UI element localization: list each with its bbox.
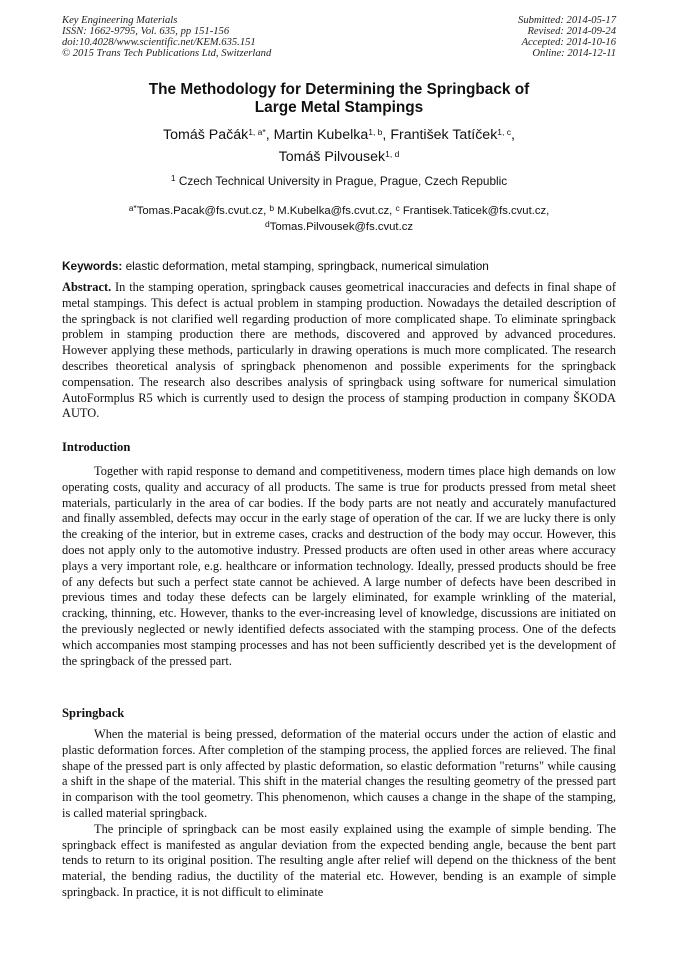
email-address: Tomas.Pilvousek@fs.cvut.cz (269, 221, 414, 233)
copyright-line: © 2015 Trans Tech Publications Ltd, Switzerland (62, 48, 272, 59)
keywords (62, 259, 616, 274)
affiliation (62, 174, 616, 189)
affiliation-sup: 1 (170, 173, 176, 183)
email-sup: a* (128, 203, 137, 213)
author-sup: 1, d (385, 149, 400, 159)
email-address: Tomas.Pacak@fs.cvut.cz (136, 205, 264, 217)
submitted-date: Submitted: 2014-05-17 (518, 15, 616, 26)
paragraph: Together with rapid response to demand and competitiveness, modern times place high demands on low operating costs, quality and accuracy of all products. The same is true for products pressed from metal sheet materials, particularly in the area of car bodies. If the body parts are not neatly and accurately manufactured and finally assembled, defects may occur in the early stage of operation of the car. If we are lucky there is only the creaking of the interior, but in extreme cases, cracks and destruction of the body may occur. However, this does not apply only to the automotive industry. Pressed products are often used in other areas where accuracy plays a very important role, e.g. healthcare or information technology. Ideally, pressed products should be free of any defects but such a perfect state cannot be achieved. A large number of defects have been described in previous times and today these defects can be largely eliminated, for example wrinkling of the material, cracking, thinning, etc. However, thanks to the ever-increasing level of knowledge, discussions are initiated on the previously neglected or newly identified defects associated with the stamping process. One of the defects which accompanies most stamping processes and has not been sufficiently described yet is the development of the springback of the pressed part. (62, 464, 616, 668)
springback-heading: Springback (62, 706, 125, 720)
affiliation-text: Czech Technical University in Prague, Prague, Czech Republic (178, 174, 508, 188)
author-sup: 1, c (497, 127, 511, 137)
keywords-label: Keywords: (62, 259, 123, 273)
doi-line: doi:10.4028/www.scientific.net/KEM.635.151 (62, 37, 256, 48)
introduction-body (62, 464, 616, 669)
title-line-1: The Methodology for Determining the Springback of (148, 81, 530, 98)
author-name: Tomáš Pilvousek (278, 149, 386, 165)
email-sup: b (269, 203, 275, 213)
email-separator: , (546, 205, 550, 217)
email-sup: d (264, 219, 270, 229)
email-separator: , (389, 205, 396, 217)
email-line-2 (62, 219, 616, 235)
abstract (62, 280, 616, 422)
author-separator: , (511, 127, 515, 143)
paragraph: The principle of springback can be most easily explained using the example of simple bending. The springback effect is manifested as angular deviation from the expected bending angle, because the bent part tends to return to its original position. The resulting angle after relief will depend on the thickness of the bent material, the bending radius, the ductility of the material etc. However, bending is an example of simple springback. In practice, it is not difficult to eliminate (62, 821, 616, 899)
paper-title (62, 81, 616, 117)
author-line-1 (62, 124, 616, 146)
author-name: Tomáš Pačák (163, 127, 249, 143)
keywords-text: elastic deformation, metal stamping, springback, numerical simulation (122, 259, 489, 273)
revised-date: Revised: 2014-09-24 (527, 26, 616, 37)
email-list (62, 203, 616, 235)
introduction-heading: Introduction (62, 440, 131, 454)
journal-name: Key Engineering Materials (62, 15, 178, 26)
email-sup: c (395, 203, 400, 213)
accepted-date: Accepted: 2014-10-16 (521, 37, 616, 48)
abstract-label: Abstract. (62, 280, 112, 294)
email-address: Frantisek.Taticek@fs.cvut.cz (402, 205, 547, 217)
author-sup: 1, a* (248, 127, 266, 137)
online-date: Online: 2014-12-11 (532, 48, 616, 59)
email-line-1 (62, 203, 616, 219)
author-name: Martin Kubelka (273, 127, 369, 143)
paragraph: When the material is being pressed, deformation of the material occurs under the action of elastic and plastic deformation forces. After completion of the stamping process, the applied forces are relieved. The final shape of the pressed part is only affected by plastic deformation, so elastic deformation "returns" while causing a shift in the shape of the material. This shift in the material changes the resulting geometry of the pressed part in comparison with the tool geometry. This phenomenon, which causes a change in the shape of the stamping, is called material springback. (62, 727, 616, 820)
author-line-2 (62, 146, 616, 168)
dates-info (518, 15, 616, 59)
author-separator: , (265, 127, 274, 143)
author-list (62, 124, 616, 168)
email-separator: , (263, 205, 270, 217)
springback-body (62, 727, 616, 901)
journal-info (62, 15, 271, 59)
author-separator: , (382, 127, 391, 143)
abstract-text: In the stamping operation, springback causes geometrical inaccuracies and defects in final shape of metal stampings. This defect is actual problem in stamping production. Nowadays the detailed description of the springback is not clarified well regarding production of more complicated shape. To eliminate springback problem in stamping production there are methods, discovered and approved by advanced procedures. However applying these methods, particularly in drawing operations is much more complicated. The research describes theoretical analysis of springback phenomenon and possible experiments for the springback compensation. The research also describes analysis of springback using software for numerical simulation AutoFormplus R5 which is currently used to design the process of stamping production in company ŠKODA AUTO. (62, 280, 616, 421)
author-name: František Tatíček (390, 127, 498, 143)
title-line-2: Large Metal Stampings (254, 99, 424, 116)
issn-line: ISSN: 1662-9795, Vol. 635, pp 151-156 (62, 26, 230, 37)
author-sup: 1, b (368, 127, 383, 137)
email-address: M.Kubelka@fs.cvut.cz (277, 205, 390, 217)
